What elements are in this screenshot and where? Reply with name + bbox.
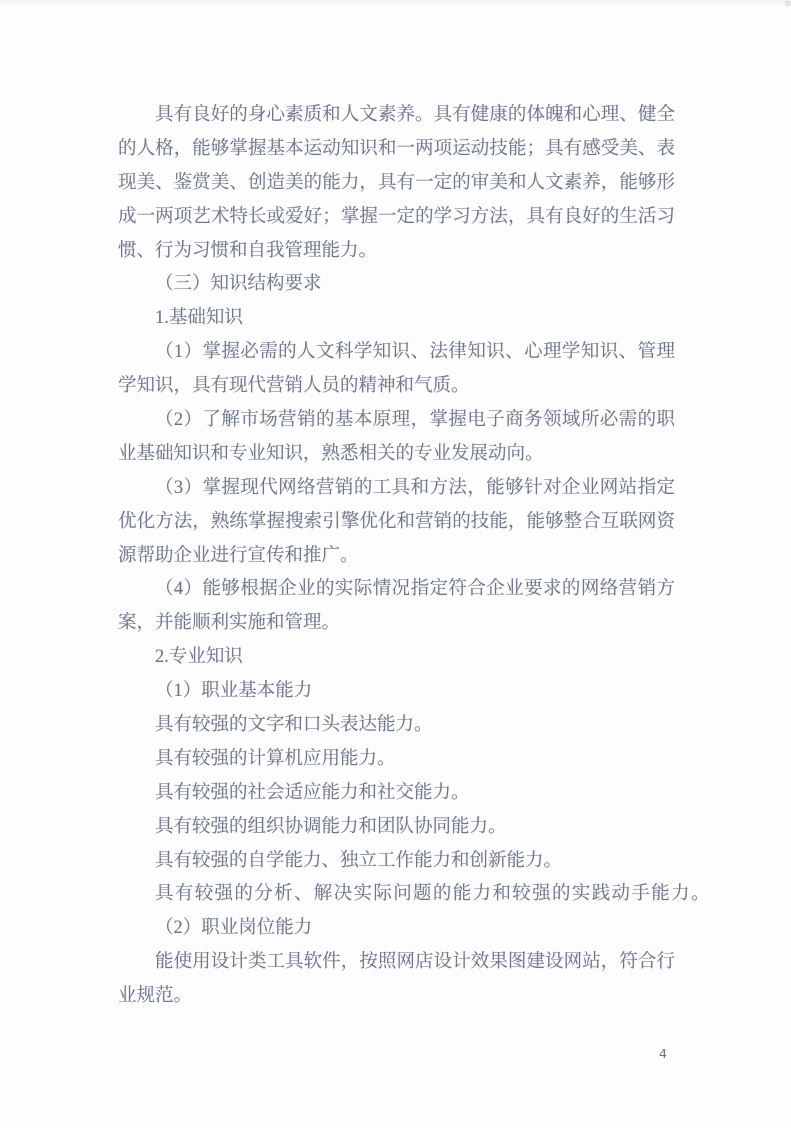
text-line: 案，并能顺利实施和管理。 (118, 613, 341, 634)
document-body (118, 99, 711, 1014)
text-line: 具有良好的身心素质和人文素养。具有健康的体魄和心理、健全 (155, 105, 675, 125)
text-line: （三）知识结构要求 (155, 274, 322, 295)
text-line: 具有较强的自学能力、独立工作能力和创新能力。 (155, 850, 563, 871)
text-line: 学知识，具有现代营销人员的精神和气质。 (118, 376, 470, 397)
text-line: 业规范。 (118, 986, 193, 1007)
text-line: 具有较强的分析、解决实际问题的能力和较强的实践动手能力。 (155, 884, 711, 905)
text-line: （1）掌握必需的人文科学知识、法律知识、心理学知识、管理 (155, 342, 675, 363)
scan-edge-shadow (0, 0, 791, 7)
text-line: 业基础知识和专业知识，熟悉相关的专业发展动向。 (118, 443, 544, 464)
text-line: （3）掌握现代网络营销的工具和方法，能够针对企业网站指定 (155, 477, 675, 498)
text-line: 成一两项艺术特长或爱好；掌握一定的学习方法，具有良好的生活习 (118, 206, 675, 227)
text-line: 具有较强的文字和口头表达能力。 (155, 715, 433, 736)
text-line: 具有较强的社会适应能力和社交能力。 (155, 782, 470, 803)
text-line: 具有较强的组织协调能力和团队协同能力。 (155, 816, 507, 837)
text-line: 惯、行为习惯和自我管理能力。 (118, 240, 378, 261)
text-line: （4）能够根据企业的实际情况指定符合企业要求的网络营销方 (155, 579, 675, 600)
text-line: 1.基础知识 (155, 308, 243, 329)
text-line: 现美、鉴赏美、创造美的能力，具有一定的审美和人文素养，能够形 (118, 172, 675, 193)
text-line: （2）了解市场营销的基本原理，掌握电子商务领域所必需的职 (155, 410, 675, 431)
text-line: （2）职业岗位能力 (155, 918, 313, 939)
text-line: （1）职业基本能力 (155, 681, 313, 702)
text-line: 的人格，能够掌握基本运动知识和一两项运动技能；具有感受美、表 (118, 138, 675, 159)
text-line: 2.专业知识 (155, 647, 243, 668)
text-line: 源帮助企业进行宣传和推广。 (118, 545, 359, 566)
scan-corner-artifact (785, 1, 791, 6)
text-line: 能使用设计类工具软件，按照网店设计效果图建设网站，符合行 (155, 952, 675, 973)
text-line: 优化方法，熟练掌握搜索引擎优化和营销的技能，能够整合互联网资 (118, 511, 675, 532)
page-number: 4 (659, 1046, 667, 1061)
text-line: 具有较强的计算机应用能力。 (155, 748, 396, 769)
